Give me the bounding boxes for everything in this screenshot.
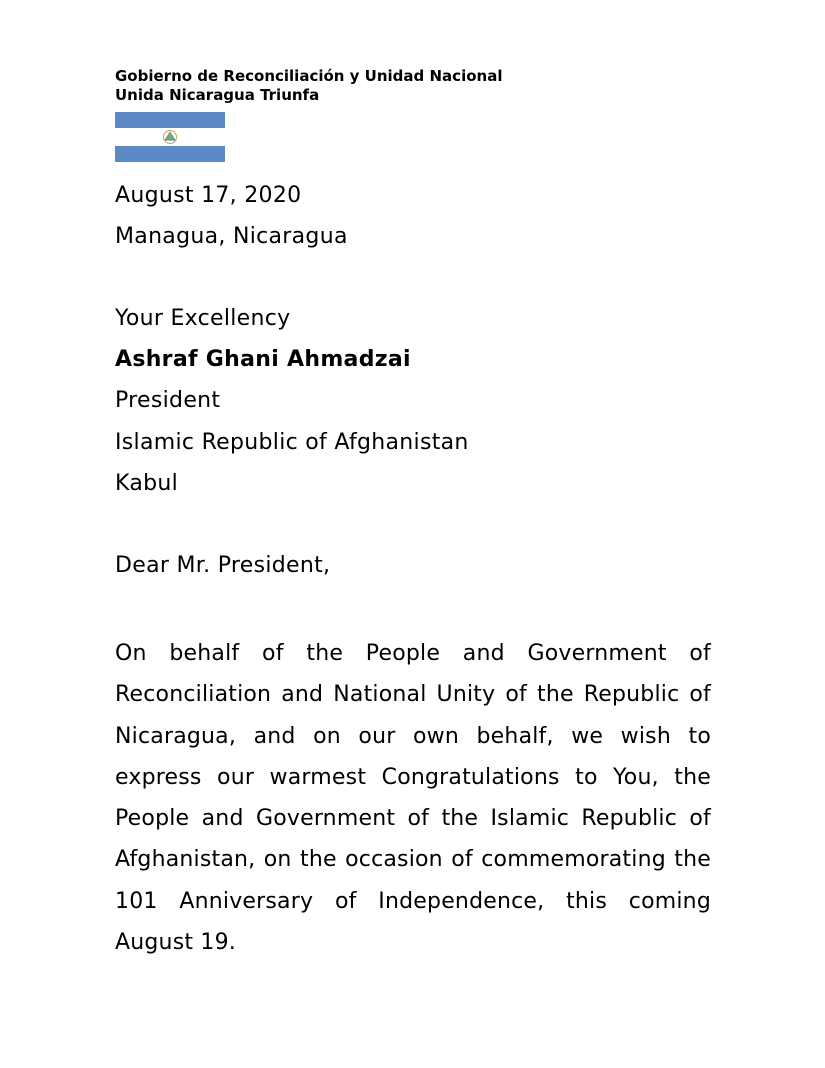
- recipient-name: Ashraf Ghani Ahmadzai: [115, 347, 411, 372]
- letterhead-government-name: Gobierno de Reconciliación y Unidad Nacional: [115, 67, 503, 85]
- letter-body-paragraph: On behalf of the People and Government of Reconciliation and National Unity of the Republic of Nicaragua, and on our own behalf, we wish to express our warmest Congratulations to You, the People and Government of the Islamic Republic of Afghanistan, on the occasion of commemorating the 101 Anniversary of Independence, this coming August 19.: [115, 641, 711, 956]
- recipient-city: Kabul: [115, 471, 179, 496]
- recipient-salutation-title: Your Excellency: [115, 306, 291, 331]
- nicaragua-flag-icon: [115, 112, 225, 162]
- recipient-position: President: [115, 388, 221, 413]
- letter-greeting: Dear Mr. President,: [115, 553, 331, 578]
- letterhead: [115, 67, 502, 105]
- letterhead-slogan: Unida Nicaragua Triunfa: [115, 86, 320, 104]
- flag-bottom-stripe: [115, 146, 225, 162]
- letter-date: August 17, 2020: [115, 183, 302, 208]
- flag-top-stripe: [115, 112, 225, 128]
- recipient-country: Islamic Republic of Afghanistan: [115, 430, 469, 455]
- letter-place: Managua, Nicaragua: [115, 224, 348, 249]
